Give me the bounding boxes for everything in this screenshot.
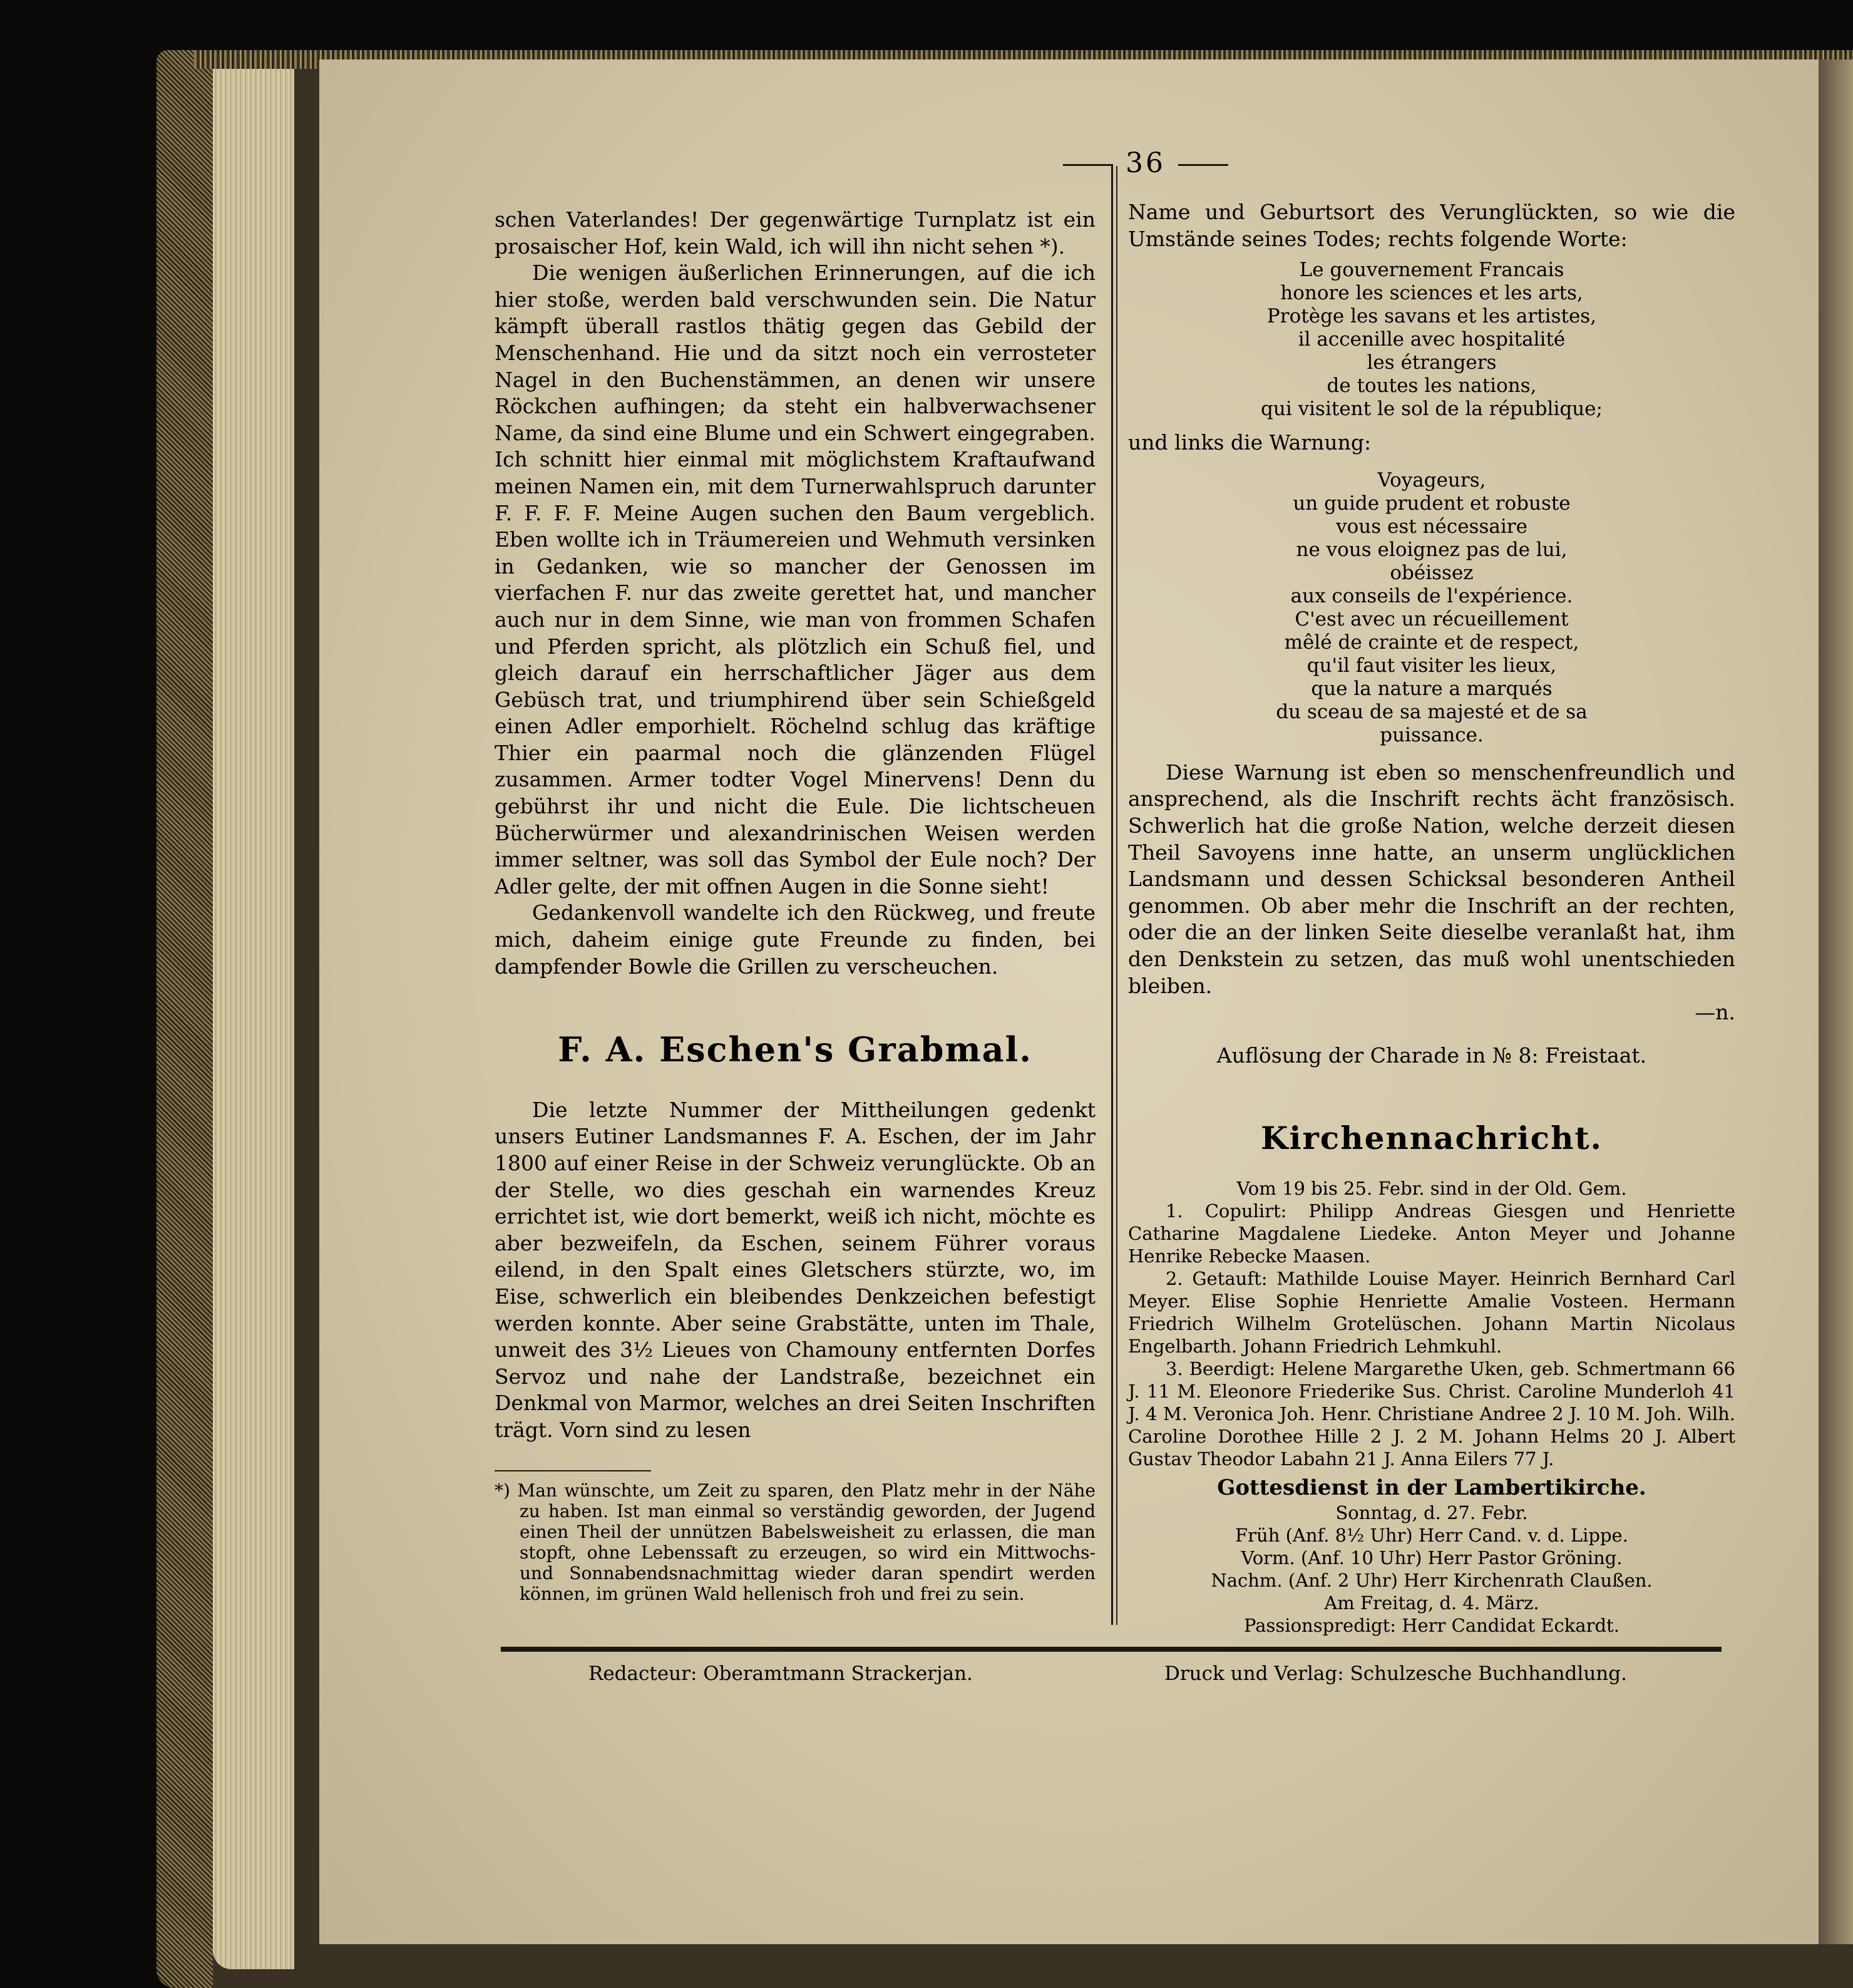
inscription-line: il accenille avec hospitalité <box>1298 328 1566 351</box>
inscription-line: qu'il faut visiter les lieux, <box>1306 654 1557 677</box>
service-heading: Gottesdienst in der Lambertikirche. <box>1217 1475 1646 1500</box>
article-heading: F. A. Eschen's Grabmal. <box>558 1029 1032 1070</box>
inscription-line: vous est nécessaire <box>1336 515 1527 538</box>
inscription-line: que la nature a marqués <box>1311 677 1553 700</box>
service-line: Nachm. (Anf. 2 Uhr) Herr Kirchenrath Claußen. <box>1211 1569 1653 1591</box>
church-marriages: 1. Copulirt: Philipp Andreas Giesgen und Henriette Catharine Magdalene Liedeke. Anton Meyer und Johanne Henrike Rebecke Maasen. <box>1128 1200 1735 1267</box>
inscription-left <box>1128 469 1735 747</box>
service-line: Früh (Anf. 8½ Uhr) Herr Cand. v. d. Lippe. <box>1235 1524 1628 1546</box>
column-divider-inner <box>1116 166 1117 1625</box>
footnote-rule <box>495 1470 651 1471</box>
inscription-line: Le gouvernement Francais <box>1299 259 1564 282</box>
paragraph: und links die Warnung: <box>1128 430 1372 455</box>
inscription-line: les étrangers <box>1367 351 1497 374</box>
inscription-line: puissance. <box>1380 723 1484 746</box>
inscription-right <box>1128 259 1735 421</box>
inscription-line: obéissez <box>1390 561 1474 584</box>
paragraph: Die wenigen äußerlichen Erinnerungen, auf die ich hier stoße, werden bald verschwunden sein. Die Natur kämpft überall rastlos thätig gegen das Gebild der Menschenhand. Hie und da sitzt noch ein verrosteter Nagel in den Buchenstämmen, an denen wir unsere Röckchen aufhingen; da steht ein halbverwachsener Name, da sind eine Blume und ein Schwert eingegraben. Ich schnitt hier einmal mit möglichstem Kraftaufwand meinen Namen ein, mit dem Turnerwahlspruch darunter F. F. F. F. Meine Augen suchen den Baum vergeblich. Eben wollte ich in Träumereien und Wehmuth versinken in Gedanken, wie so mancher der Genossen im vierfachen F. nur das zweite gerettet hat, und mancher auch nur in dem Sinne, wie man von frommen Schafen und Pferden spricht, als plötzlich ein Schuß fiel, und gleich darauf ein herrschaftlicher Jäger aus dem Gebüsch trat, und triumphirend über sein Schießgeld einen Adler emporhielt. Röchelnd schlug das kräftige Thier ein paarmal noch die glänzenden Flügel zusammen. Armer todter Vogel Minervens! Denn du gebührst ihr und nicht die Eule. Die lichtscheuen Bücherwürmer und alexandrinischen Weisen werden immer seltner, was soll das Symbol der Eule noch? Der Adler gelte, der mit offnen Augen in die Sonne sieht! <box>495 260 1096 899</box>
church-intro: Vom 19 bis 25. Febr. sind in der Old. Gem. <box>1236 1177 1627 1199</box>
inscription-line: mêlé de crainte et de respect, <box>1284 631 1579 654</box>
page-number: 36 <box>1126 147 1166 179</box>
church-heading: Kirchennachricht. <box>1261 1120 1603 1157</box>
right-column <box>1128 199 1735 1637</box>
paragraph: Gedankenvoll wandelte ich den Rückweg, und freute mich, daheim einige gute Freunde zu finden, bei dampfender Bowle die Grillen zu verscheuchen. <box>495 900 1096 979</box>
paragraph: Diese Warnung ist eben so menschenfreundlich und ansprechend, als die Inschrift rechts ächt französisch. Schwerlich hat die große Nation, welche derzeit diesen Theil Savoyens inne hatte, an unserm unglücklichen Landsmann und dessen Schicksal besonderen Antheil genommen. Ob aber mehr die Inschrift an der rechten, oder die an der linken Seite dieselbe veranlaßt hat, ihm den Denkstein zu setzen, das muß wohl unentschieden bleiben. <box>1128 760 1735 998</box>
left-column <box>495 207 1096 1604</box>
bottom-rule <box>501 1647 1722 1652</box>
printer-line: Druck und Verlag: Schulzesche Buchhandlung. <box>1164 1662 1627 1685</box>
inscription-line: aux conseils de l'expérience. <box>1290 584 1573 607</box>
paragraph: Name und Geburtsort des Verunglückten, so wie die Umstände seines Todes; rechts folgende Worte: <box>1128 200 1735 251</box>
inscription-line: un guide prudent et robuste <box>1293 492 1571 515</box>
service-date: Sonntag, d. 27. Febr. <box>1335 1501 1528 1523</box>
column-divider <box>1111 166 1113 1625</box>
page-block-edges <box>213 69 294 1969</box>
church-baptisms: 2. Getauft: Mathilde Louise Mayer. Heinrich Bernhard Carl Meyer. Elise Sophie Henriette Amalie Vosteen. Hermann Friedrich Wilhelm Grotelüschen. Johann Martin Nicolaus Engelbarth. Johann Friedrich Lehmkuhl. <box>1128 1267 1735 1357</box>
service-line: Passionspredigt: Herr Candidat Eckardt. <box>1244 1614 1619 1636</box>
facing-page-edge <box>1819 59 1853 1944</box>
inscription-line: Protège les savans et les artistes, <box>1266 305 1597 328</box>
inscription-line: C'est avec un récueillement <box>1295 607 1569 631</box>
charade-solution: Auflösung der Charade in № 8: Freistaat. <box>1216 1043 1647 1068</box>
marbled-cover-edge <box>157 50 213 1988</box>
service-line: Vorm. (Anf. 10 Uhr) Herr Pastor Gröning. <box>1241 1547 1623 1568</box>
signature: —n. <box>1695 1000 1735 1025</box>
inscription-line: ne vous eloignez pas de lui, <box>1296 538 1568 561</box>
article-body: Die letzte Nummer der Mittheilungen gedenkt unsers Eutiner Landsmannes F. A. Eschen, der im Jahr 1800 auf einer Reise in der Schweiz verunglückte. Ob an der Stelle, wo dies geschah ein warnendes Kreuz errichtet ist, wie dort bemerkt, weiß ich nicht, möchte es aber bezweifeln, da Eschen, seinem Führer voraus eilend, in den Spalt eines Gletschers stürzte, wo, im Eise, schwerlich ein bleibendes Denkzeichen befestigt werden konnte. Aber seine Grabstätte, unten im Thale, unweit des 3½ Lieues von Chamouny entfernten Dorfes Servoz und nahe der Landstraße, bezeichnet ein Denkmal von Marmor, welches an drei Seiten Inschriften trägt. Vorn sind zu lesen <box>495 1097 1096 1442</box>
page-number-line <box>1020 147 1271 179</box>
inscription-line: de toutes les nations, <box>1327 374 1537 398</box>
paragraph: schen Vaterlandes! Der gegenwärtige Turnplatz ist ein prosaischer Hof, kein Wald, ich will ihn nicht sehen *). <box>495 207 1096 259</box>
inscription-line: honore les sciences et les arts, <box>1280 282 1583 305</box>
inscription-line: Voyageurs, <box>1377 468 1486 492</box>
inscription-line: du sceau de sa majesté et de sa <box>1276 700 1588 723</box>
church-burials: 3. Beerdigt: Helene Margarethe Uken, geb. Schmertmann 66 J. 11 M. Eleonore Friederike Sus. Christ. Caroline Munderloh 41 J. 4 M. Veronica Joh. Henr. Christiane Andree 2 J. 10 M. Joh. Wilh. Caroline Dorothee Hille 2 J. 2 M. Johann Helms 20 J. Albert Gustav Theodor Labahn 21 J. Anna Eilers 77 J. <box>1128 1357 1735 1470</box>
inscription-line: qui visitent le sol de la république; <box>1261 398 1603 421</box>
service-date: Am Freitag, d. 4. März. <box>1324 1592 1539 1614</box>
church-notices <box>1128 1177 1735 1637</box>
footnote: *) Man wünschte, um Zeit zu sparen, den Platz mehr in der Nähe zu haben. Ist man einmal so verständig geworden, der Jugend einen Theil der unnützen Babelsweisheit zu erlassen, die man stopft, ohne Lebenssaft zu erzeugen, so wird ein Mittwochs- und Sonnabendsnachmittag wieder daran spendirt werden können, im grünen Wald hellenisch froh und frei zu sein. <box>495 1480 1096 1604</box>
editor-line: Redacteur: Oberamtmann Strackerjan. <box>588 1662 973 1685</box>
